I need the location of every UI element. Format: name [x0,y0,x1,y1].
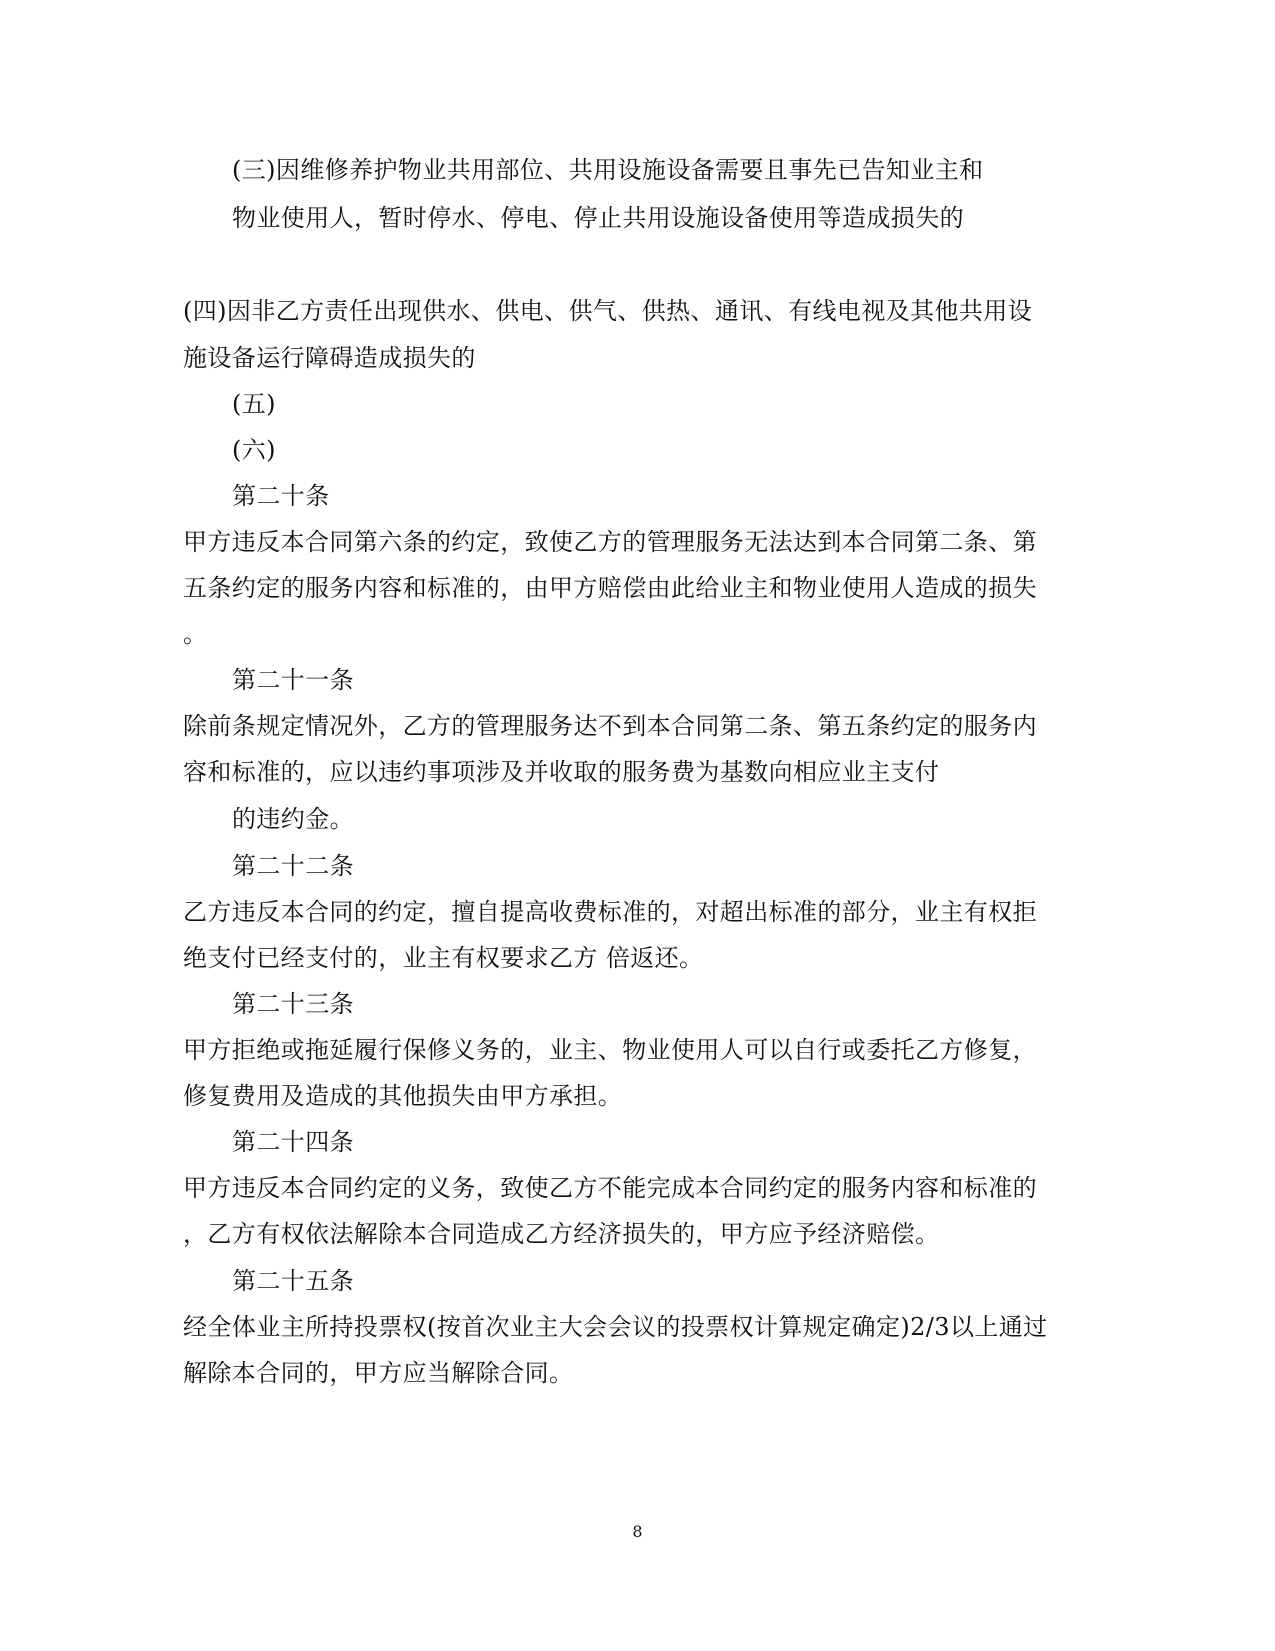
text-line: 甲方违反本合同第六条的约定，致使乙方的管理服务无法达到本合同第二条、第 [183,528,1037,556]
text-line: 修复费用及造成的其他损失由甲方承担。 [183,1082,623,1110]
text-line: 乙方违反本合同的约定，擅自提高收费标准的，对超出标准的部分，业主有权拒 [183,898,1037,926]
article-heading: 第二十二条 [232,852,354,880]
text-line: 的违约金。 [232,805,354,833]
text-line: 甲方违反本合同约定的义务，致使乙方不能完成本合同约定的服务内容和标准的 [183,1174,1037,1202]
text-line: 经全体业主所持投票权(按首次业主大会会议的投票权计算规定确定)2/3以上通过 [183,1313,1048,1341]
article-heading: 第二十三条 [232,990,354,1018]
article-heading: 第二十一条 [232,666,354,694]
page-number: 8 [632,1522,643,1541]
text-line: 绝支付已经支付的，业主有权要求乙方 倍返还。 [183,944,704,972]
article-heading: 第二十条 [232,482,330,510]
text-line: 五条约定的服务内容和标准的，由甲方赔偿由此给业主和物业使用人造成的损失 [183,574,1037,602]
text-line: 。 [183,620,208,648]
text-line: 除前条规定情况外，乙方的管理服务达不到本合同第二条、第五条约定的服务内 [183,712,1037,740]
text-line: (四)因非乙方责任出现供水、供电、供气、供热、通讯、有线电视及其他共用设 [183,297,1033,325]
text-line: (三)因维修养护物业共用部位、共用设施设备需要且事先已告知业主和 [232,156,984,184]
text-line: 容和标准的，应以违约事项涉及并收取的服务费为基数向相应业主支付 [183,758,940,786]
article-heading: 第二十四条 [232,1128,354,1156]
text-line: 施设备运行障碍造成损失的 [183,344,476,372]
article-heading: 第二十五条 [232,1267,354,1295]
text-line: (五) [232,390,276,418]
text-line: 甲方拒绝或拖延履行保修义务的，业主、物业使用人可以自行或委托乙方修复， [183,1036,1037,1064]
text-line: 解除本合同的，甲方应当解除合同。 [183,1359,574,1387]
text-line: 物业使用人，暂时停水、停电、停止共用设施设备使用等造成损失的 [232,204,964,232]
text-line: ，乙方有权依法解除本合同造成乙方经济损失的，甲方应予经济赔偿。 [183,1220,940,1248]
text-line: (六) [232,436,276,464]
